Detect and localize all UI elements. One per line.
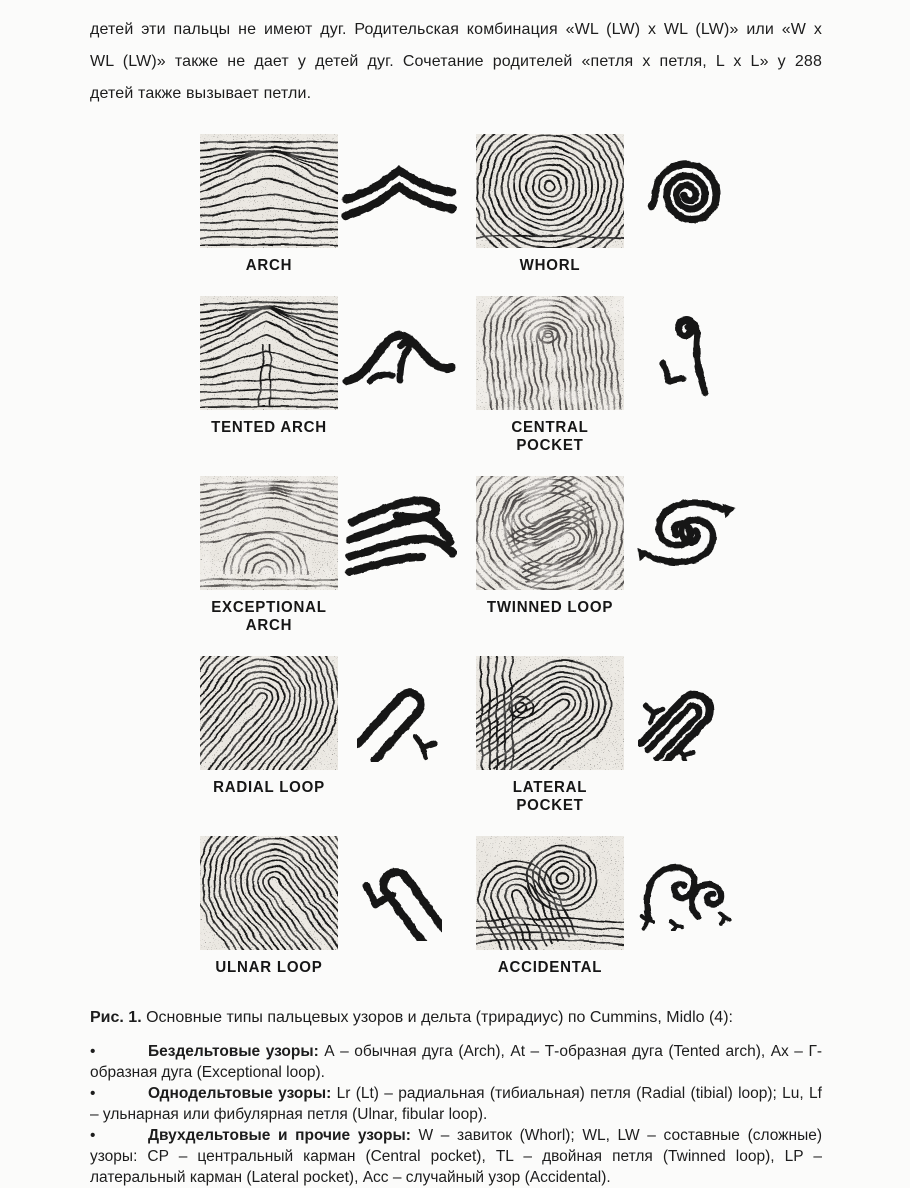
bullet-icon: •	[90, 1043, 96, 1060]
figure-legend	[90, 1041, 822, 1188]
figure-cell-whorl	[476, 134, 742, 275]
figure-cell-tented-arch	[200, 296, 460, 455]
figure-label-radial-loop: RADIAL LOOP	[213, 779, 325, 796]
arch-ridges-icon	[341, 161, 457, 222]
spiral-icon	[646, 151, 726, 231]
figure-caption-text: Основные типы пальцевых узоров и дельта (трирадиус) по Cummins, Midlo (4):	[141, 1009, 733, 1026]
legend-text: А – обычная дуга (Arch), At – Т-образная дуга (Tented arch), Ах – Г-образная дуга (Exceptional loop).	[90, 1043, 822, 1081]
legend-bullet-item	[90, 1041, 822, 1083]
arch-fingerprint-image	[200, 134, 338, 248]
figure-cell-arch	[200, 134, 460, 275]
figure-cell-accidental	[476, 836, 742, 977]
figure-caption-prefix: Рис. 1.	[90, 1009, 142, 1026]
figure-label-accidental: ACCIDENTAL	[497, 959, 603, 976]
figure-label-lateral-pocket: LATERAL POCKET	[512, 779, 588, 814]
figure-1	[90, 134, 822, 977]
whorl-fingerprint-image	[476, 134, 624, 248]
figure-row	[90, 476, 822, 635]
legend-term: Однодельтовые узоры:	[148, 1085, 332, 1102]
nested-loops-icon	[638, 665, 734, 761]
figure-row	[90, 656, 822, 815]
figure-row	[90, 134, 822, 275]
ulnar-loop-fingerprint-image	[200, 836, 338, 950]
tent-ridge-icon	[341, 319, 457, 388]
figure-label-arch: ARCH	[245, 257, 293, 274]
double-spiral-icon	[636, 495, 736, 572]
bullet-icon: •	[90, 1085, 96, 1102]
figure-cell-radial-loop	[200, 656, 460, 815]
paragraph-line: WL (LW)» также не дает у детей дуг. Сочетание родителей «петля x петля, L x L» у 288	[90, 53, 822, 70]
legend-term: Бездельтовые узоры:	[148, 1043, 319, 1060]
twinned-loop-fingerprint-image	[476, 476, 624, 590]
figure-label-tented-arch: TENTED ARCH	[211, 419, 327, 436]
tented-arch-fingerprint-image	[200, 296, 338, 410]
figure-cell-exceptional-arch	[200, 476, 460, 635]
exceptional-arch-fingerprint-image	[200, 476, 338, 590]
legend-term: Двухдельтовые и прочие узоры:	[148, 1127, 411, 1144]
loop-and-spiral-icon	[638, 856, 734, 931]
body-paragraph	[90, 14, 822, 110]
paragraph-line: детей также вызывает петли.	[90, 85, 312, 102]
figure-label-twinned-loop: TWINNED LOOP	[486, 599, 614, 616]
figure-label-central-pocket: CENTRAL POCKET	[511, 419, 589, 454]
legend-bullet-item	[90, 1083, 822, 1125]
figure-cell-lateral-pocket	[476, 656, 742, 815]
legend-bullet-item	[90, 1125, 822, 1188]
legend-text: Lr (Lt) – радиальная (тибиальная) петля (Radial (tibial) loop); Lu, Lf – ульнарная или фибулярная петля (Ulnar, fibular loop).	[90, 1085, 822, 1123]
radial-loop-fingerprint-image	[200, 656, 338, 770]
figure-cell-twinned-loop	[476, 476, 742, 635]
hairpin-loop-right-icon	[357, 664, 441, 762]
figure-row	[90, 296, 822, 455]
figure-caption	[90, 1007, 822, 1028]
crook-with-triradius-icon	[653, 307, 719, 399]
paragraph-line: детей эти пальцы не имеют дуг. Родительская комбинация «WL (LW) x WL (LW)» или «W x	[90, 21, 822, 38]
figure-cell-central-pocket	[476, 296, 742, 455]
accidental-fingerprint-image	[476, 836, 624, 950]
hairpin-loop-left-icon	[356, 845, 442, 941]
central-pocket-fingerprint-image	[476, 296, 624, 410]
lateral-pocket-fingerprint-image	[476, 656, 624, 770]
bullet-icon: •	[90, 1127, 96, 1144]
figure-label-whorl: WHORL	[519, 257, 581, 274]
figure-label-exceptional-arch: EXCEPTIONAL ARCH	[211, 599, 327, 634]
folded-ridges-icon	[341, 490, 457, 576]
figure-label-ulnar-loop: ULNAR LOOP	[215, 959, 323, 976]
figure-row	[90, 836, 822, 977]
figure-cell-ulnar-loop	[200, 836, 460, 977]
legend-text: W – завиток (Whorl); WL, LW – составные (сложные) узоры: CP – центральный карман (Central pocket), TL – двойная петля (Twinned loop), LP – латеральный карман (Lateral pocket), Acc – случайный узор (Accidental).	[90, 1127, 822, 1186]
